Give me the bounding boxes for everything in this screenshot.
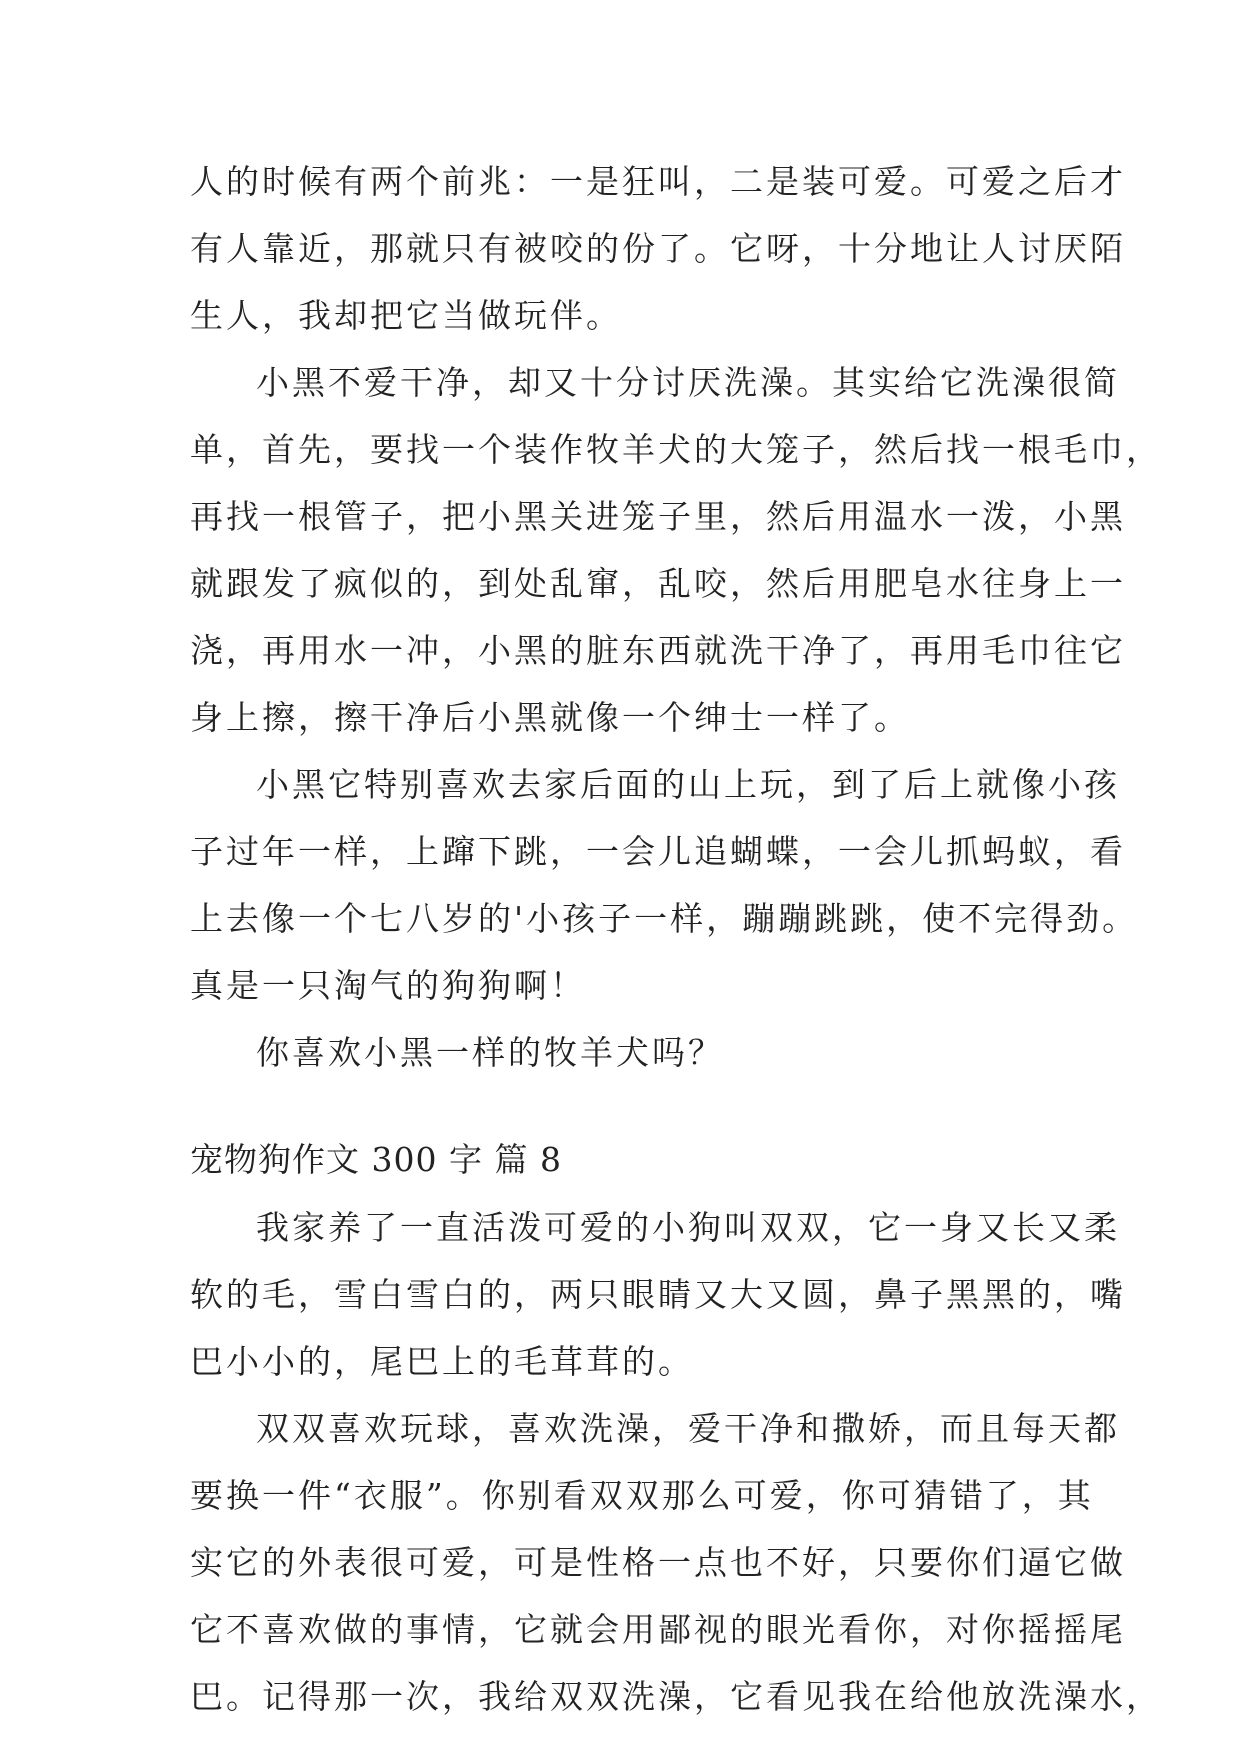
text-line: 我家养了一直活泼可爱的小狗叫双双，它一身又长又柔 [256,1208,1120,1247]
text-line: 单，首先，要找一个装作牧羊犬的大笼子，然后找一根毛巾， [190,430,1162,469]
text-line: 就跟发了疯似的，到处乱窜，乱咬，然后用肥皂水往身上一 [190,564,1126,603]
text-line: 人的时候有两个前兆：一是狂叫，二是装可爱。可爱之后才 [190,162,1126,201]
text-line: 软的毛，雪白雪白的，两只眼睛又大又圆，鼻子黑黑的，嘴 [190,1275,1126,1314]
text-line: 巴小小的，尾巴上的毛茸茸的。 [190,1342,694,1381]
text-line: 上去像一个七八岁的'小孩子一样，蹦蹦跳跳，使不完得劲。 [190,899,1139,938]
text-line: 生人，我却把它当做玩伴。 [190,296,622,335]
text-line: 浇，再用水一冲，小黑的脏东西就洗干净了，再用毛巾往它 [190,631,1126,670]
text-line: 小黑它特别喜欢去家后面的山上玩，到了后上就像小孩 [256,765,1120,804]
text-line: 身上擦，擦干净后小黑就像一个绅士一样了。 [190,698,910,737]
section-heading: 宠物狗作文 300 字 篇 8 [190,1140,562,1179]
text-line: 它不喜欢做的事情，它就会用鄙视的眼光看你，对你摇摇尾 [190,1610,1126,1649]
text-line: 有人靠近，那就只有被咬的份了。它呀，十分地让人讨厌陌 [190,229,1126,268]
text-line: 子过年一样，上蹿下跳，一会儿追蝴蝶，一会儿抓蚂蚁，看 [190,832,1126,871]
text-line: 双双喜欢玩球，喜欢洗澡，爱干净和撒娇，而且每天都 [256,1409,1120,1448]
text-line: 再找一根管子，把小黑关进笼子里，然后用温水一泼，小黑 [190,497,1126,536]
text-line: 真是一只淘气的狗狗啊！ [190,966,586,1005]
text-line: 要换一件“衣服”。你别看双双那么可爱，你可猜错了，其 [190,1476,1094,1515]
text-line: 你喜欢小黑一样的牧羊犬吗？ [256,1033,724,1072]
text-line: 小黑不爱干净，却又十分讨厌洗澡。其实给它洗澡很简 [256,363,1120,402]
text-line: 实它的外表很可爱，可是性格一点也不好，只要你们逼它做 [190,1543,1126,1582]
text-line: 巴。记得那一次，我给双双洗澡，它看见我在给他放洗澡水， [190,1677,1162,1716]
